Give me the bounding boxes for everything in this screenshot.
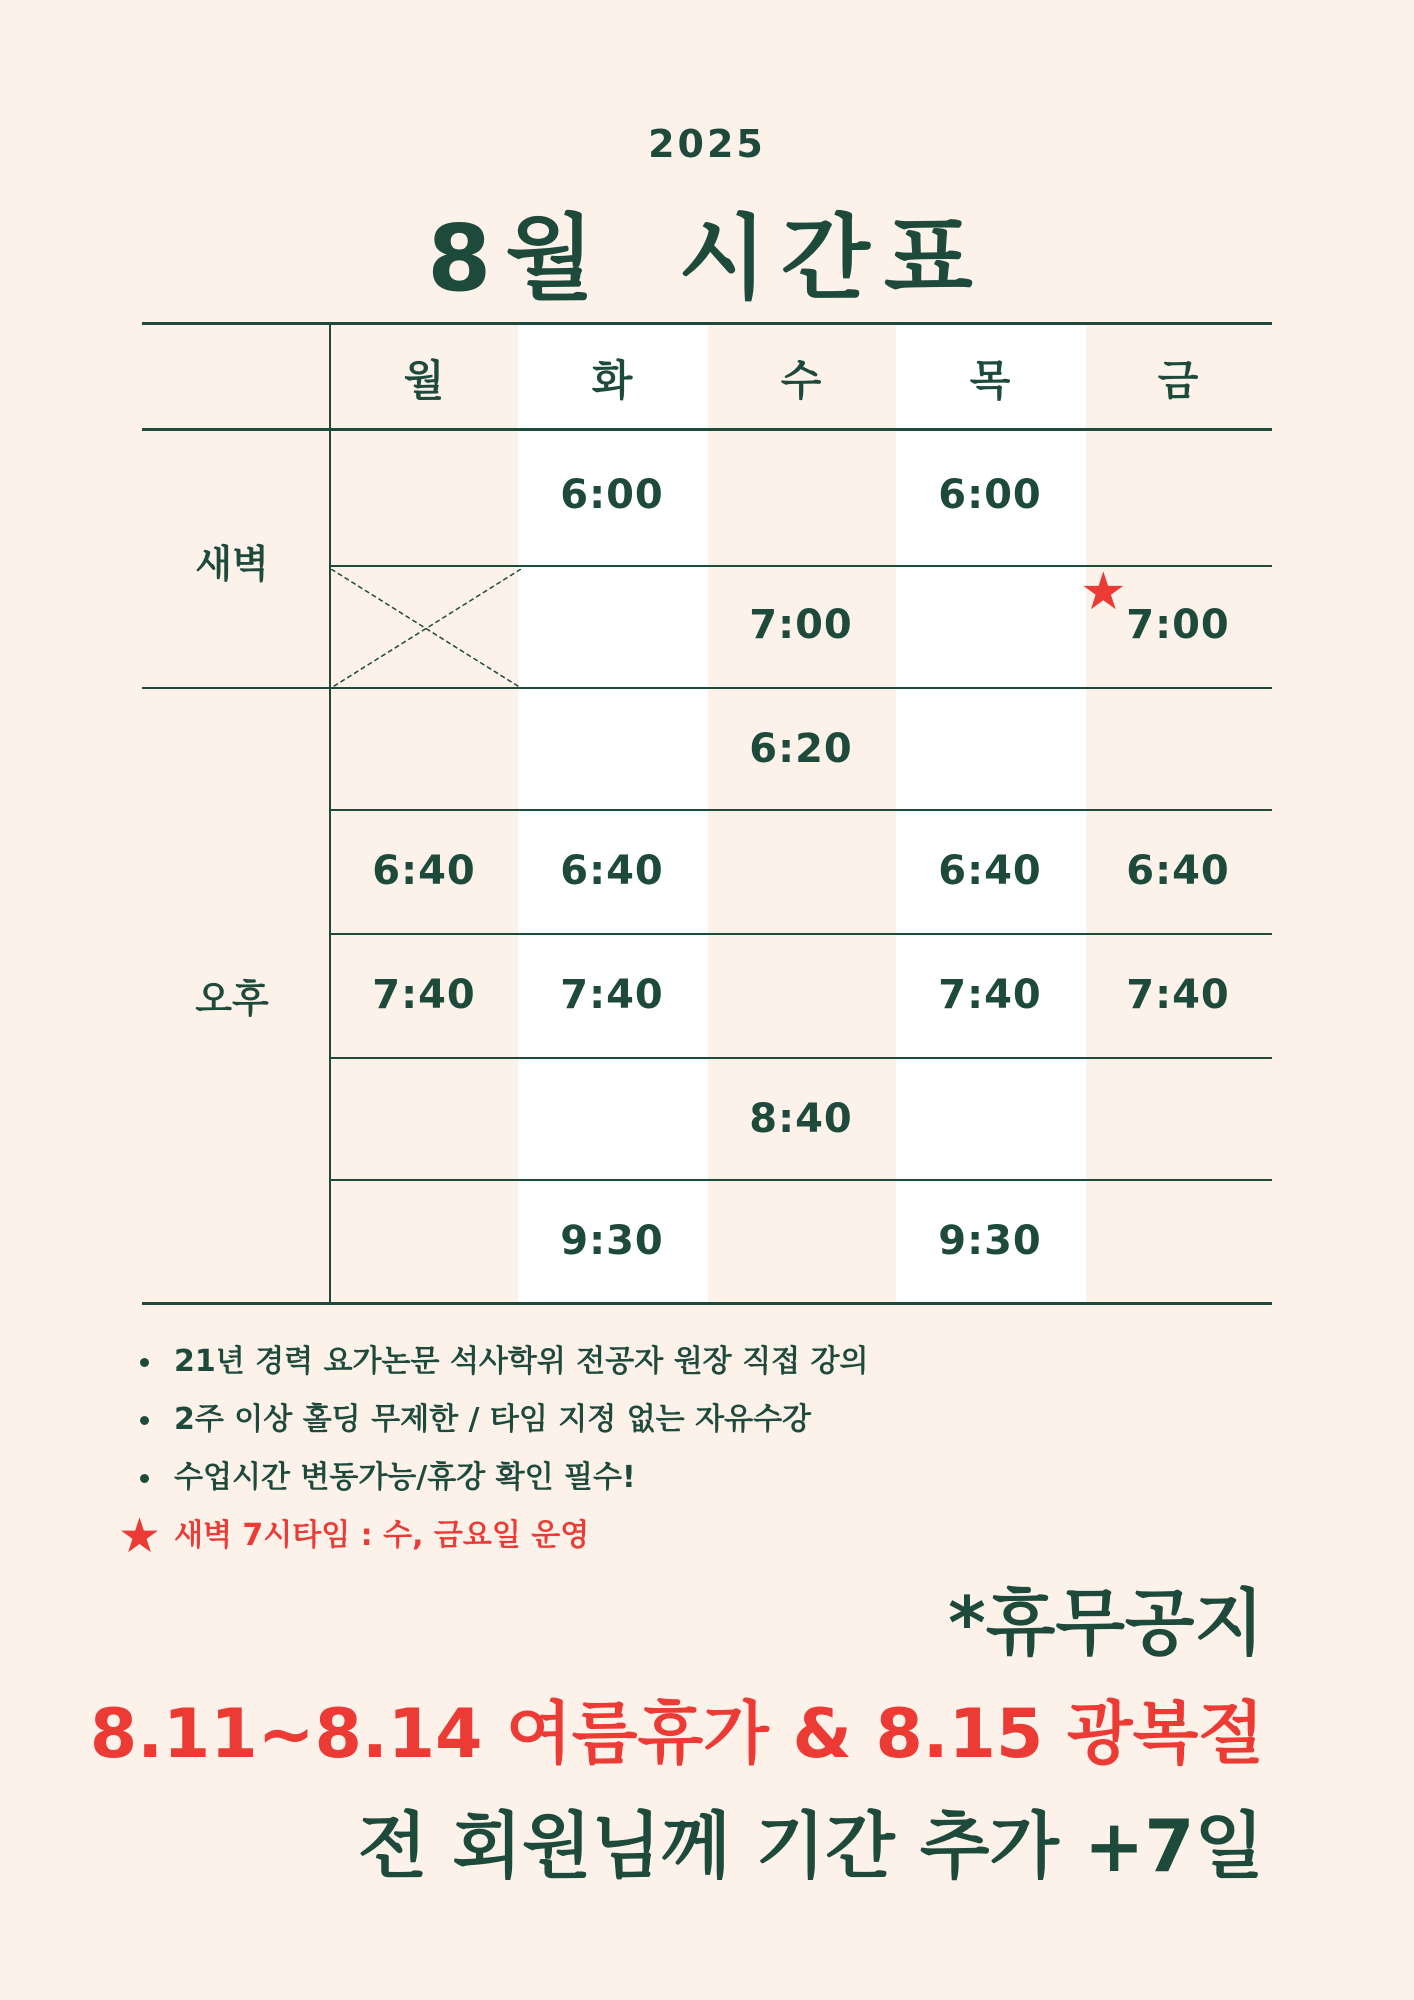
time-slot: 7:40 <box>1126 972 1230 1018</box>
column-thu-background <box>896 323 1086 1303</box>
row-divider <box>330 809 1272 811</box>
table-bottom-rule <box>142 1302 1272 1305</box>
bullet-icon <box>140 1358 149 1367</box>
bullet-icon <box>140 1416 149 1425</box>
period-label-evening: 오후 <box>195 977 269 1021</box>
page-title: 8월 시간표 <box>427 205 987 312</box>
period-divider <box>142 687 1272 689</box>
star-note-item <box>118 1508 1036 1570</box>
day-header-fri: 금 <box>1157 356 1199 405</box>
time-slot: 6:40 <box>560 848 664 894</box>
star-icon: ★ <box>118 1508 162 1564</box>
period-label-dawn: 새벽 <box>195 542 269 586</box>
time-slot: 6:40 <box>1126 848 1230 894</box>
time-slot: 7:40 <box>372 972 476 1018</box>
time-slot: 6:00 <box>560 472 664 518</box>
day-header-wed: 수 <box>780 356 822 405</box>
closure-notice-title: *휴무공지 <box>948 1581 1264 1665</box>
star-icon: ★ <box>1080 562 1127 622</box>
day-header-mon: 월 <box>403 356 445 405</box>
membership-extension: 전 회원님께 기간 추가 +7일 <box>357 1804 1264 1888</box>
x-mark-icon <box>331 569 521 688</box>
time-slot: 9:30 <box>938 1218 1042 1264</box>
bullet-icon <box>140 1474 149 1483</box>
time-slot: 7:40 <box>938 972 1042 1018</box>
row-divider <box>330 933 1272 935</box>
time-slot: 6:00 <box>938 472 1042 518</box>
time-slot: 7:40 <box>560 972 664 1018</box>
note-item <box>136 1454 1036 1512</box>
table-top-rule <box>142 322 1272 325</box>
label-column-rule <box>329 323 331 1304</box>
time-slot: 6:40 <box>372 848 476 894</box>
year-label: 2025 <box>648 122 766 166</box>
time-slot: 9:30 <box>560 1218 664 1264</box>
note-text: 21년 경력 요가논문 석사학위 전공자 원장 직접 강의 <box>174 1344 869 1379</box>
time-slot: 7:00 <box>1126 602 1230 648</box>
note-item <box>136 1338 1036 1396</box>
day-header-thu: 목 <box>969 356 1011 405</box>
star-note-text: 새벽 7시타임 : 수, 금요일 운영 <box>174 1518 590 1553</box>
column-tue-background <box>518 323 708 1303</box>
time-slot: 6:40 <box>938 848 1042 894</box>
day-header-tue: 화 <box>591 356 633 405</box>
closure-dates: 8.11~8.14 여름휴가 & 8.15 광복절 <box>89 1695 1264 1774</box>
row-divider <box>330 1057 1272 1059</box>
note-text: 수업시간 변동가능/휴강 확인 필수! <box>174 1460 636 1495</box>
note-text: 2주 이상 홀딩 무제한 / 타임 지정 없는 자유수강 <box>174 1402 812 1437</box>
time-slot: 8:40 <box>749 1096 853 1142</box>
time-slot: 6:20 <box>749 726 853 772</box>
row-divider <box>330 565 1272 567</box>
time-slot: 7:00 <box>749 602 853 648</box>
note-item <box>136 1396 1036 1454</box>
row-divider <box>330 1179 1272 1181</box>
header-rule <box>142 428 1272 431</box>
notes-list <box>118 1338 1036 1570</box>
